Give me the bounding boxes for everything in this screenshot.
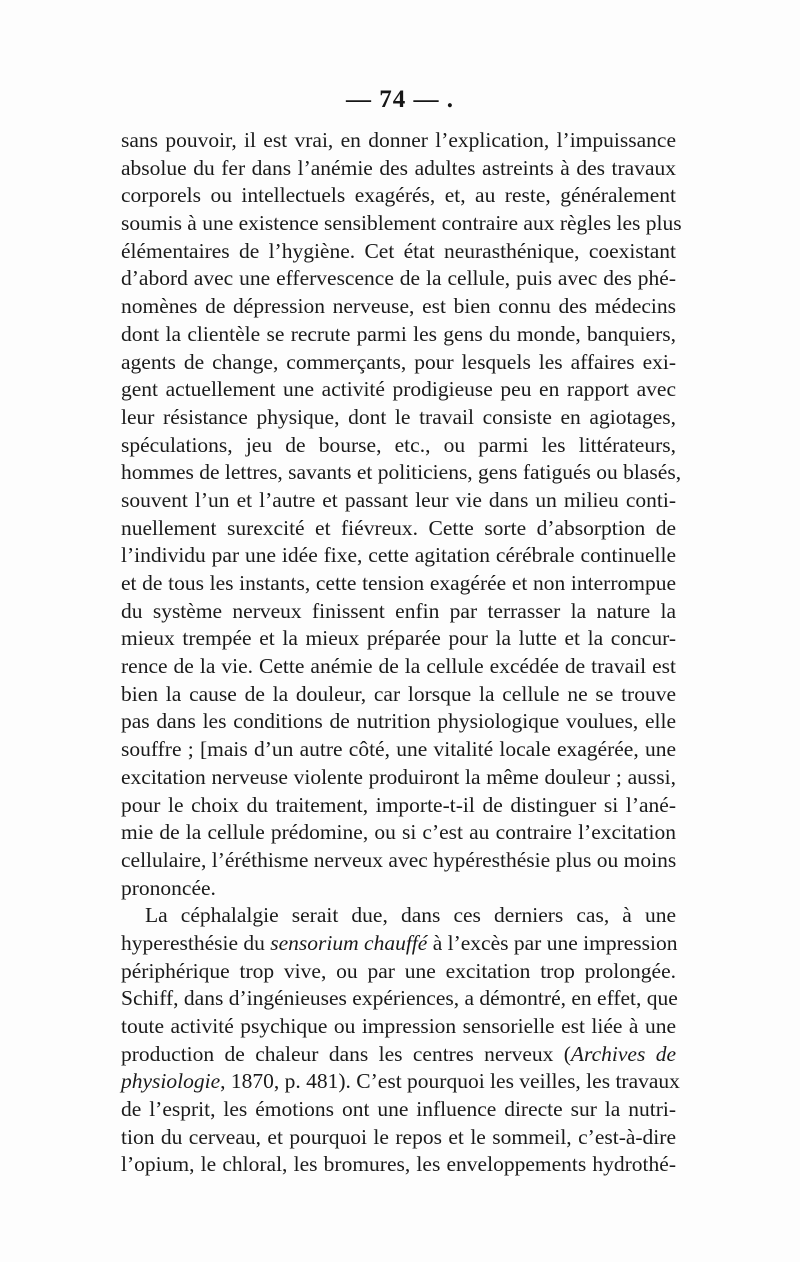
text-line: La céphalalgie serait due, dans ces derniers cas, à une [145, 903, 676, 928]
text-line: l’individu par une idée fixe, cette agitation cérébrale continuelle [121, 543, 676, 568]
text-line: prononcée. [121, 875, 216, 900]
text-line: Schiff, dans d’ingénieuses expériences, a démontré, en effet, que [121, 986, 678, 1011]
text-line: corporels ou intellectuels exagérés, et, au reste, généralement [121, 183, 676, 208]
text-line: sans pouvoir, il est vrai, en donner l’explication, l’impuissance [121, 128, 676, 152]
text-line: pour le choix du traitement, importe-t-il de distinguer si l’ané- [121, 792, 676, 817]
text-line: souffre ; [mais d’un autre côté, une vitalité locale exagérée, une [121, 737, 676, 762]
text-line: souvent l’un et l’autre et passant leur vie dans un milieu conti- [121, 487, 676, 512]
body-text [121, 127, 682, 1179]
text-line: périphérique trop vive, ou par une excitation trop prolongée. [121, 958, 676, 983]
text-line [121, 1041, 676, 1069]
text-line: dont la clientèle se recrute parmi les gens du monde, banquiers, [121, 321, 676, 346]
text-line: toute activité psychique ou impression sensorielle est liée à une [121, 1014, 676, 1038]
text-line [121, 930, 676, 958]
text-line: nomènes de dépression nerveuse, est bien connu des médecins [121, 294, 676, 319]
text-line: et de tous les instants, cette tension exagérée et non interrompue [121, 571, 676, 595]
text-line: élémentaires de l’hygiène. Cet état neurasthénique, coexistant [121, 238, 676, 263]
text-line: leur résistance physique, dont le travail consiste en agiotages, [121, 404, 676, 429]
text-line: pas dans les conditions de nutrition physiologique voulues, elle [121, 709, 676, 734]
text-line: mie de la cellule prédomine, ou si c’est au contraire l’excitation [121, 820, 676, 845]
text-line: l’opium, le chloral, les bromures, les enveloppements hydrothé- [121, 1152, 676, 1177]
page-number: — 74 — . [346, 86, 454, 113]
text-line [121, 1068, 680, 1096]
text-line: soumis à une existence sensiblement contraire aux règles les plus [121, 211, 682, 236]
italic-citation: physiologie [121, 1069, 221, 1094]
text-line: mieux trempée et la mieux préparée pour la lutte et la concur- [121, 626, 676, 651]
text-line: gent actuellement une activité prodigieuse peu en rapport avec [121, 377, 676, 402]
text-line: absolue du fer dans l’anémie des adultes astreints à des travaux [121, 155, 676, 180]
text-line: d’abord avec une effervescence de la cellule, puis avec des phé- [121, 266, 676, 291]
text-line: agents de change, commerçants, pour lesquels les affaires exi- [121, 349, 676, 374]
text-run: , 1870, p. 481). C’est pourquoi les veilles, les travaux [220, 1069, 680, 1094]
text-run: à l’excès par une impression [427, 930, 678, 955]
text-line: nuellement surexcité et fiévreux. Cette sorte d’absorption de [121, 515, 676, 540]
text-line: rence de la vie. Cette anémie de la cellule excédée de travail est [121, 654, 676, 679]
italic-citation: Archives de [570, 1041, 676, 1066]
text-line: tion du cerveau, et pourquoi le repos et le sommeil, c’est-à-dire [121, 1124, 676, 1149]
text-run: hyperesthésie du [121, 930, 271, 955]
text-line: cellulaire, l’éréthisme nerveux avec hypéresthésie plus ou moins [121, 847, 677, 872]
text-line: spéculations, jeu de bourse, etc., ou parmi les littérateurs, [121, 432, 676, 457]
text-line: bien la cause de la douleur, car lorsque la cellule ne se trouve [121, 681, 676, 706]
text-run: production de chaleur dans les centres nerveux ( [121, 1041, 571, 1066]
text-line: hommes de lettres, savants et politiciens, gens fatigués ou blasés, [121, 460, 682, 485]
text-line: excitation nerveuse violente produiront la même douleur ; aussi, [121, 764, 676, 789]
italic-term: sensorium chauffé [270, 930, 428, 955]
text-line: de l’esprit, les émotions ont une influence directe sur la nutri- [121, 1097, 676, 1122]
text-line: du système nerveux finissent enfin par terrasser la nature la [121, 598, 676, 623]
